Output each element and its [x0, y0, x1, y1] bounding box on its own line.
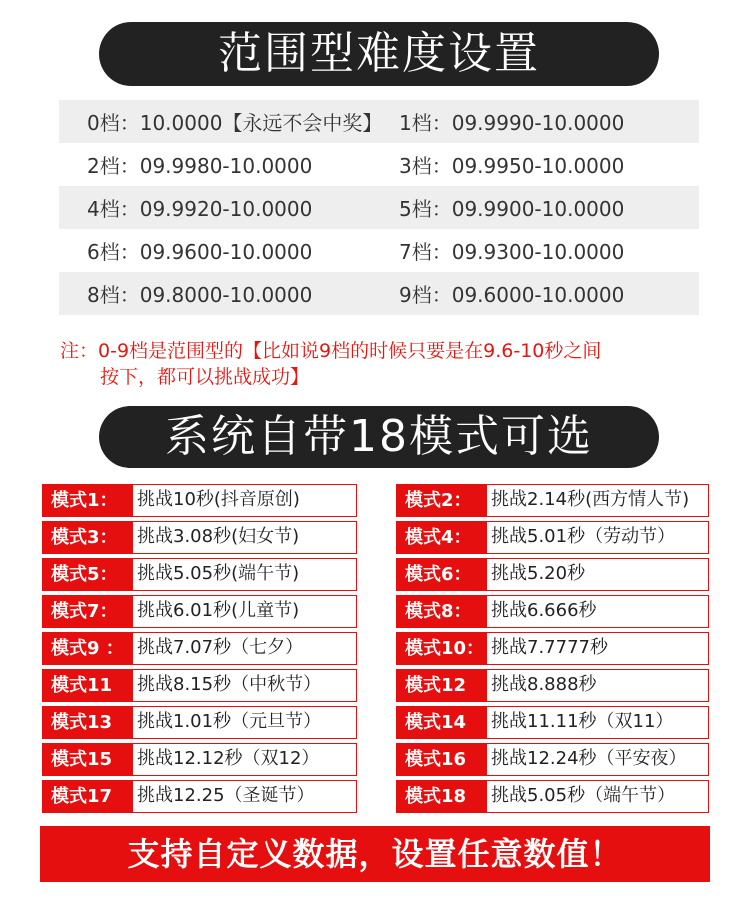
- level-row: [59, 186, 699, 229]
- modes-title: 系统自带18模式可选: [99, 406, 659, 468]
- mode-label: 模式16: [396, 743, 487, 776]
- mode-row: [40, 595, 720, 632]
- mode-label: 模式12: [396, 669, 487, 702]
- mode-description: 挑战1.01秒（元旦节）: [133, 706, 357, 739]
- level-cell: 0档：10.0000【永远不会中奖】: [87, 111, 383, 135]
- mode-label: 模式6：: [396, 558, 487, 591]
- mode-description: 挑战10秒(抖音原创): [133, 484, 357, 517]
- mode-item: [42, 558, 357, 591]
- mode-description: 挑战12.25（圣诞节）: [133, 780, 357, 813]
- mode-label: 模式13: [42, 706, 133, 739]
- mode-grid: [40, 484, 720, 817]
- mode-row: [40, 521, 720, 558]
- mode-description: 挑战5.20秒: [487, 558, 709, 591]
- level-cell: 1档：09.9990-10.0000: [399, 111, 625, 135]
- mode-row: [40, 484, 720, 521]
- mode-item: [42, 743, 357, 776]
- level-cell: 2档：09.9980-10.0000: [87, 154, 313, 178]
- level-cell: 9档：09.6000-10.0000: [399, 283, 625, 307]
- mode-item: [42, 780, 357, 813]
- mode-description: 挑战6.666秒: [487, 595, 709, 628]
- mode-label: 模式17: [42, 780, 133, 813]
- mode-row: [40, 743, 720, 780]
- mode-label: 模式10：: [396, 632, 487, 665]
- level-cell: 7档：09.9300-10.0000: [399, 240, 625, 264]
- mode-label: 模式1：: [42, 484, 133, 517]
- mode-item: [42, 595, 357, 628]
- mode-row: [40, 669, 720, 706]
- range-note: [60, 338, 720, 390]
- mode-label: 模式15: [42, 743, 133, 776]
- mode-row: [40, 706, 720, 743]
- range-difficulty-title: 范围型难度设置: [99, 22, 659, 86]
- level-cell: 8档：09.8000-10.0000: [87, 283, 313, 307]
- mode-row: [40, 558, 720, 595]
- mode-description: 挑战8.888秒: [487, 669, 709, 702]
- mode-item: [396, 780, 709, 813]
- mode-label: 模式2：: [396, 484, 487, 517]
- mode-item: [396, 595, 709, 628]
- mode-item: [396, 669, 709, 702]
- mode-label: 模式5：: [42, 558, 133, 591]
- mode-description: 挑战7.07秒（七夕）: [133, 632, 357, 665]
- mode-description: 挑战5.05秒（端午节）: [487, 780, 709, 813]
- mode-item: [42, 669, 357, 702]
- mode-description: 挑战6.01秒(儿童节): [133, 595, 357, 628]
- mode-label: 模式18: [396, 780, 487, 813]
- level-table: [59, 100, 699, 315]
- mode-item: [396, 632, 709, 665]
- mode-description: 挑战8.15秒（中秋节）: [133, 669, 357, 702]
- mode-label: 模式14: [396, 706, 487, 739]
- level-cell: 5档：09.9900-10.0000: [399, 197, 625, 221]
- mode-item: [396, 521, 709, 554]
- mode-label: 模式11: [42, 669, 133, 702]
- mode-item: [396, 706, 709, 739]
- mode-label: 模式3：: [42, 521, 133, 554]
- mode-item: [42, 521, 357, 554]
- mode-item: [42, 706, 357, 739]
- mode-description: 挑战5.01秒（劳动节）: [487, 521, 709, 554]
- mode-label: 模式4：: [396, 521, 487, 554]
- level-cell: 6档：09.9600-10.0000: [87, 240, 313, 264]
- level-row: [59, 229, 699, 272]
- level-cell: 3档：09.9950-10.0000: [399, 154, 625, 178]
- custom-data-banner: 支持自定义数据，设置任意数值！: [40, 826, 710, 882]
- mode-description: 挑战5.05秒(端午节): [133, 558, 357, 591]
- mode-item: [42, 632, 357, 665]
- mode-description: 挑战12.12秒（双12）: [133, 743, 357, 776]
- mode-description: 挑战11.11秒（双11）: [487, 706, 709, 739]
- mode-description: 挑战7.7777秒: [487, 632, 709, 665]
- mode-item: [396, 743, 709, 776]
- mode-item: [42, 484, 357, 517]
- level-row: [59, 143, 699, 186]
- mode-description: 挑战12.24秒（平安夜）: [487, 743, 709, 776]
- mode-label: 模式8：: [396, 595, 487, 628]
- mode-row: [40, 632, 720, 669]
- mode-label: 模式9 ：: [42, 632, 133, 665]
- mode-description: 挑战3.08秒(妇女节): [133, 521, 357, 554]
- mode-item: [396, 558, 709, 591]
- mode-item: [396, 484, 709, 517]
- level-row: [59, 272, 699, 315]
- mode-label: 模式7：: [42, 595, 133, 628]
- mode-description: 挑战2.14秒(西方情人节): [487, 484, 709, 517]
- mode-row: [40, 780, 720, 817]
- level-row: [59, 100, 699, 143]
- level-cell: 4档：09.9920-10.0000: [87, 197, 313, 221]
- note-line-2: 按下，都可以挑战成功】: [100, 366, 310, 388]
- note-line-1: 注：0-9档是范围型的【比如说9档的时候只要是在9.6-10秒之间: [60, 340, 602, 362]
